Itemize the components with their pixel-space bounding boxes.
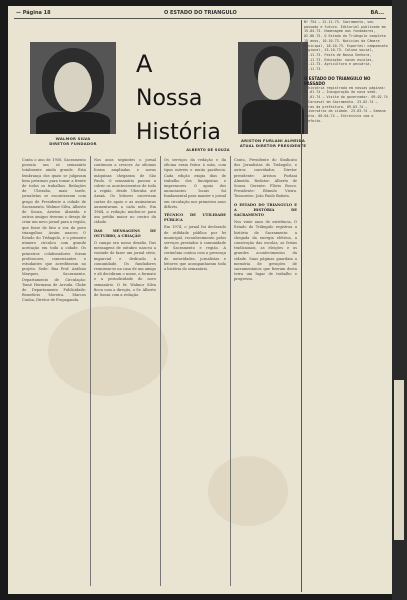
column-text: Conta o ano de 1958. Sacramento possuía um só semanário totalmente ainda grande. Esta lembrança dos quais se julgavam bem próximos para tomar a frente de todos os trabalhos. Redações de Uberaba, mais tarde, jornalistas se encontravam com grupo de Presidente a cidade de Sacramento. Walmor Silva, Alberto de Souza, Ariston Almeida e outros amigos tiveram o desejo de criar um novo jornal para a região, que fosse de fato a voz do povo triangulino. Assim nasceu O Estado do Triângulo, e o primeiro número circulou com grande aceitação em toda a cidade. Os primeiros colaboradores foram professores, comerciantes e estudantes que acreditavam no projeto. Sede: Rua Prof. Antônio Marques, Sacramento. Departamento de Circulação: Tomé Hermann de Arruda. Clube de Departamento Publicidade: Benedicto Moreira. Marcos Cunha, Diretor de Propaganda. (22, 158, 86, 303)
column-text: Nos vinte anos de existência, O Estado do Triângulo registrou a história de Sacramento: a chegada da energia elétrica, a construção das escolas, as festas tradicionais, as eleições e os grandes acontecimentos da cidade. Suas páginas guardam a memória de gerações de sacramentanos que fizeram desta terra um lugar de trabalho e progresso. (234, 220, 297, 282)
photo-face (258, 56, 290, 100)
side-column (304, 20, 388, 592)
side-text: A história registrada em nossas páginas: 12.01.74 — Inauguração da nova sede. 26.01.74 — Visita do governador. 09.02.74 — Carnaval em Sacramento. 23.02.74 — Obras da prefeitura. 09.03.74 — Aniversário da cidade. 23.03.74 — Semana Santa. 06.04.74 — Entrevista com o prefeito. (304, 85, 388, 123)
adjacent-page-edge (392, 0, 407, 600)
adjacent-page-sliver (394, 380, 404, 540)
photo-face (54, 62, 92, 112)
article-column-3 (164, 158, 226, 588)
headline-nossa: Nossa (136, 86, 203, 111)
newspaper-page (8, 6, 392, 594)
caption-line: ATUAL DIRETOR PRESIDENTE (239, 143, 307, 148)
photo-suit (36, 112, 110, 134)
column-rule (301, 20, 302, 592)
column-text: O campo era nosso desafio. Das mensagens de outubro nasceu a vontade de fazer um jornal sério, imparcial e dedicado à comunidade. Os fundadores reuniram-se na casa de um amigo e ali decidiram o nome, o formato e a periodicidade do novo semanário. O Sr. Walmor Silva ficou com a direção, o Sr. Alberto de Souza com a redação. (94, 241, 156, 298)
photo-suit (242, 100, 304, 134)
caption-line: ARISTON FURLANI ALMEIDA (240, 138, 306, 143)
byline: ALBERTO DE SOUZA (186, 148, 230, 152)
article-column-2 (94, 158, 156, 588)
side-text: Nº 754 — 22.11.73. Sacramento, seu passado e futuro. Editorial publicado em 15.04.73. Homenagem aos fundadores, 02.06.73. O Estado do Triângulo completa 15 anos, 10.10.73. Notícias da Câmara Municipal, 18.10.73. Esportes: campeonato regional, 25.10.73. Coluna social, 01.11.73. Festa de Nossa Senhora, 08.11.73. Educação: novas escolas, 15.11.73. Agricultura e pecuária, 22.11.73. (304, 20, 388, 72)
caption-line: WALMOR SILVA (55, 136, 91, 141)
column-text: Os serviços da redação e da oficina eram feitos à mão, com tipos móveis e muita paciência. Cada edição exigia dias de trabalho dos linotipistas e impressores. O apoio dos anunciantes locais foi fundamental para manter o jornal em circulação nos primeiros anos difíceis. (164, 158, 226, 209)
founder-caption (30, 136, 116, 146)
column-text: Couto, Presidente do Sindicato dos Jornalistas do Triângulo, e outros convidados. Diretor presidente: Ariston Furlani Almeida. Redator: Alberto de Souza. Gerente: Flávio Bosco. Presidente: Rômulo Vieira. Tesoureiro: João Paulo Batista. (234, 158, 297, 199)
article-column-4 (234, 158, 297, 588)
caption-line: DIRETOR FUNDADOR (49, 141, 97, 146)
president-photo (238, 42, 308, 134)
column-text: Nos anos seguintes o jornal continuou a crescer. As oficinas foram ampliadas e novas máquinas chegaram de São Paulo. O semanário passou a cobrir os acontecimentos de toda a região, desde Uberaba até Araxá. Os leitores escreviam cartas de apoio e as assinaturas aumentavam a cada mês. Em 1964, a redação mudou-se para um prédio maior no centro da cidade. (94, 158, 156, 225)
subheading: DAS MENSAGENS DE OUTUBRO, A CRIAÇÃO (94, 228, 156, 238)
page-number: — Página 18 (16, 10, 51, 16)
article-column-1 (22, 158, 86, 588)
subheading: TÉCNICO DE UTILIDADE PÚBLICA (164, 213, 226, 223)
headline-historia: História (136, 120, 221, 145)
founder-photo (30, 42, 116, 134)
side-subheading: O ESTADO DO TRIANGULO NO PASSADO (304, 75, 371, 86)
running-header (14, 8, 386, 19)
header-date: BA... (370, 10, 384, 16)
newspaper-name: O ESTADO DO TRIANGULO (164, 10, 237, 16)
column-rule (230, 156, 231, 586)
column-text: Em 1974, o jornal foi declarado de utilidade pública por lei municipal, reconhecimento pelos serviços prestados à comunidade de Sacramento e região. A cerimônia contou com a presença de autoridades, jornalistas e leitores que acompanharam toda a história do semanário. (164, 225, 226, 272)
headline-a: A (136, 50, 153, 78)
subheading: O ESTADO DO TRIANGULO E A HISTÓRIA DE SACRAMENTO (234, 202, 297, 218)
column-rule (160, 156, 161, 586)
column-rule (90, 156, 91, 586)
